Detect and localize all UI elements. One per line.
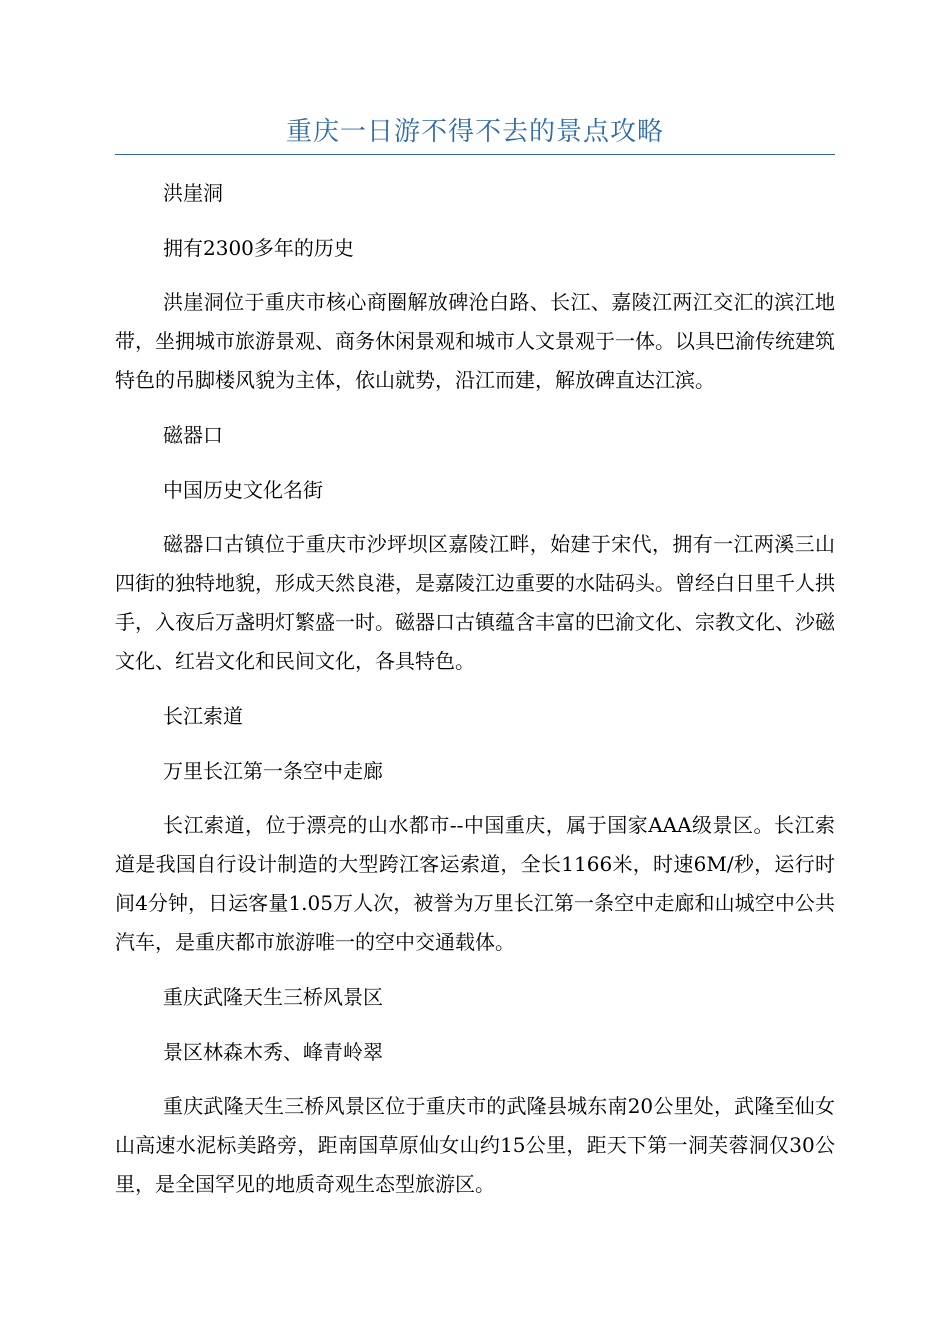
section-subheading: 拥有2300多年的历史	[163, 236, 354, 260]
document-content	[115, 173, 835, 1219]
section-heading: 长江索道	[163, 704, 243, 728]
document-title: 重庆一日游不得不去的景点攻略	[285, 117, 664, 147]
section-heading: 洪崖洞	[163, 181, 223, 205]
section-wulong-three-bridges	[115, 977, 835, 1204]
section-body: 长江索道，位于漂亮的山水都市--中国重庆，属于国家AAA级景区。长江索道是我国自行设计制造的大型跨江客运索道，全长1166米，时速6M/秒，运行时间4分钟，日运客量1.05万人次，被誉为万里长江第一条空中走廊和山城空中公共汽车，是重庆都市旅游唯一的空中交通载体。	[115, 813, 835, 954]
section-subheading: 万里长江第一条空中走廊	[163, 759, 383, 783]
section-body: 洪崖洞位于重庆市核心商圈解放碑沧白路、长江、嘉陵江两江交汇的滨江地带，坐拥城市旅游景观、商务休闲景观和城市人文景观于一体。以具巴渝传统建筑特色的吊脚楼风貌为主体，依山就势，沿江而建，解放碑直达江滨。	[115, 290, 835, 392]
section-subheading: 景区林森木秀、峰青岭翠	[163, 1040, 383, 1064]
section-body: 重庆武隆天生三桥风景区位于重庆市的武隆县城东南20公里处，武隆至仙女山高速水泥标美路旁，距南国草原仙女山约15公里，距天下第一洞芙蓉洞仅30公里，是全国罕见的地质奇观生态型旅游区。	[115, 1094, 835, 1196]
section-heading: 重庆武隆天生三桥风景区	[163, 985, 383, 1009]
section-yangtze-cableway	[115, 696, 835, 962]
section-heading: 磁器口	[163, 423, 223, 447]
section-body: 磁器口古镇位于重庆市沙坪坝区嘉陵江畔，始建于宋代，拥有一江两溪三山四街的独特地貌，形成天然良港，是嘉陵江边重要的水陆码头。曾经白日里千人拱手，入夜后万盏明灯繁盛一时。磁器口古镇蕴含丰富的巴渝文化、宗教文化、沙磁文化、红岩文化和民间文化，各具特色。	[115, 532, 835, 673]
section-hongyadong	[115, 173, 835, 400]
section-ciqikou	[115, 415, 835, 681]
title-underline	[115, 154, 835, 155]
section-subheading: 中国历史文化名街	[163, 478, 323, 502]
